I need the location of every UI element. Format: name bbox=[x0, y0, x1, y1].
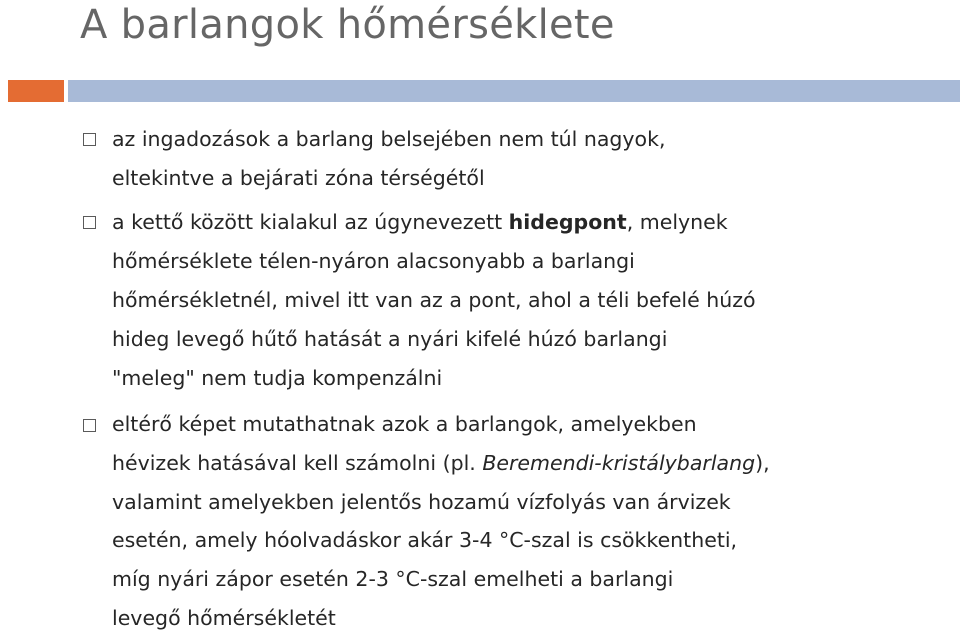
bullet-3-line-1: eltérő képet mutathatnak azok a barlangok, amelyekben bbox=[112, 412, 697, 436]
bullet-3-text-before: hévizek hatásával kell számolni (pl. bbox=[112, 450, 483, 475]
bullet-3-line-5: míg nyári zápor esetén 2-3 °C-szal emelheti a barlangi bbox=[112, 567, 674, 592]
bullet-1-line-1: az ingadozások a barlang belsejében nem túl nagyok, bbox=[112, 127, 666, 151]
bullet-item-1 bbox=[112, 120, 952, 198]
bullet-item-2 bbox=[112, 203, 952, 398]
bullet-2-text-before: a kettő között kialakul az úgynevezett bbox=[112, 210, 509, 234]
bullet-2-line-4: hideg levegő hűtő hatását a nyári kifelé húzó barlangi bbox=[112, 327, 668, 351]
bullet-3-line-4: esetén, amely hóolvadáskor akár 3-4 °C-szal is csökkentheti, bbox=[112, 528, 738, 553]
bullet-3-line-3: valamint amelyekben jelentős hozamú vízfolyás van árvizek bbox=[112, 489, 731, 514]
hollow-square-bullet-icon bbox=[83, 216, 96, 229]
bullet-1-line-2: eltekintve a bejárati zóna térségétől bbox=[112, 166, 485, 190]
bullet-3-line-2 bbox=[112, 444, 952, 483]
bullet-2-text-after: , melynek bbox=[626, 210, 728, 234]
bullet-2-line-3: hőmérsékletnél, mivel itt van az a pont, ahol a téli befelé húzó bbox=[112, 288, 756, 312]
hollow-square-bullet-icon bbox=[83, 133, 96, 146]
bullet-2-line-2: hőmérséklete télen-nyáron alacsonyabb a barlangi bbox=[112, 249, 635, 273]
bullet-2-line-5: "meleg" nem tudja kompenzálni bbox=[112, 366, 443, 390]
hidegpont-term: hidegpont bbox=[508, 210, 627, 234]
bullet-item-3 bbox=[112, 405, 952, 638]
cave-name: Beremendi-kristálybarlang bbox=[482, 450, 756, 475]
bullet-3-line-6: levegő hőmérsékletét bbox=[112, 605, 336, 630]
bullet-3-text-after: ), bbox=[755, 450, 770, 475]
hollow-square-bullet-icon bbox=[83, 419, 96, 432]
bullet-2-line-1 bbox=[112, 203, 952, 242]
page-title: A barlangok hőmérséklete bbox=[80, 2, 615, 48]
